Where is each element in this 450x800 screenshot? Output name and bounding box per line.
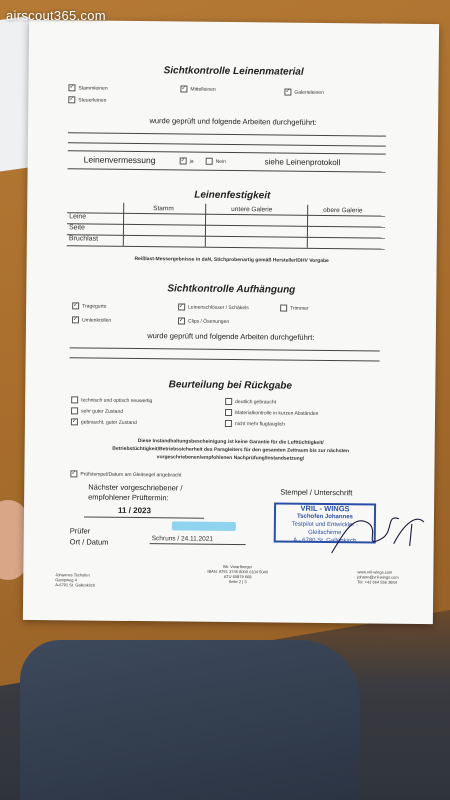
checkbox-nein[interactable]: Nein [206, 158, 226, 165]
checkbox-mark: ✓ [69, 84, 75, 91]
checkbox-tragegurte[interactable]: ✓ Tragegurte [73, 302, 107, 310]
checkbox-mark: ✓ [181, 85, 187, 92]
checkbox-mark: ✓ [71, 418, 78, 425]
checkbox-mark: ✓ [71, 470, 77, 477]
siehe-leinenprotokoll: siehe Leinenprotokoll [264, 157, 341, 168]
col-stamm: Stamm [153, 205, 174, 213]
checkbox-mark: ✓ [178, 317, 185, 324]
footer-left: Johannes Tschofen Gampweg 4 A-6791 St. Gallenkirch [55, 572, 96, 588]
company-stamp: VRIL - WINGS Tschofen Johannes Testpilot und Entwickler · Gleitschirme A - 6780 St. Gallenkirch [274, 502, 376, 543]
section-title-leinenfestigkeit: Leinenfestigkeit [194, 189, 271, 202]
checkbox-stammleinen[interactable]: ✓ Stammleinen [69, 84, 108, 92]
redacted-name [172, 521, 236, 531]
col-untere-galerie: untere Galerie [231, 205, 273, 214]
checkbox-galerieleinen[interactable]: ✓ Galerieleinen [285, 88, 324, 96]
checkbox-mark: ✓ [69, 96, 75, 103]
disclaimer: Diese Instandhaltungsbescheinigung ist keine Garantie für die Lufttüchtigkeit/ Betriebstüchtigkeit/Betriebssicherheit des Paragleiters für den gesamten Zeitraum bis zur nächsten vorgeschriebenen/empfohlenen Nachprüfung/Instandsetzung! [112, 438, 350, 462]
signature [323, 493, 434, 564]
work-text-1: wurde geprüft und folgende Arbeiten durchgeführt: [149, 116, 317, 127]
jeans-leg [20, 640, 360, 800]
work-text-2: wurde geprüft und folgende Arbeiten durchgeführt: [147, 331, 315, 342]
checkbox-neuwertig[interactable]: technisch und optisch neuwertig [71, 396, 152, 404]
inspection-document [23, 20, 439, 624]
checkbox-trimmer[interactable]: Trimmer [280, 305, 308, 312]
checkbox-pruefstempel[interactable]: ✓ Prüfstempel/Datum am Gleitsegel angebracht [71, 470, 182, 478]
naechster-label: Nächster vorgeschriebener / [88, 482, 183, 493]
checkbox-gebraucht-guter-zustand[interactable]: ✓ gebraucht, guter Zustand [71, 418, 137, 426]
checkbox-leinenschloesser[interactable]: ✓ Leinenschlösser / Schäkels [179, 303, 249, 311]
section-title-leinenmaterial: Sichtkontrolle Leinenmaterial [163, 65, 304, 78]
checkbox-sehr-guter-zustand[interactable]: sehr guter Zustand [71, 407, 123, 415]
row-seite: Seite [68, 224, 85, 232]
checkbox-umlenkrollen[interactable]: ✓ Umlenkrollen [72, 316, 112, 324]
row-leine: Leine [69, 213, 87, 221]
checkbox-ja[interactable]: ✓ ja [180, 157, 194, 165]
row-bruchlast: Bruchlast [68, 235, 99, 243]
checkbox-nicht-flugtauglich[interactable]: nicht mehr flugtauglich [225, 420, 285, 428]
empfohlener-label: empfohlener Prüftermin: [88, 492, 169, 503]
reisslast-note: Reißlast-Messergebnisse in daN, Stichprobenartig gemäß Hersteller/DHV Vorgabe [134, 255, 329, 265]
checkbox-mark: ✓ [179, 303, 185, 310]
naechster-termin: 11 / 2023 [117, 505, 151, 516]
stempel-label: Stempel / Unterschrift [280, 487, 353, 498]
checkbox-materialkontrolle[interactable]: Materialkontrolle in kurzen Abständen [225, 409, 318, 417]
section-title-beurteilung: Beurteilung bei Rückgabe [168, 379, 293, 392]
checkbox-mittelleinen[interactable]: ✓ Mittelleinen [181, 85, 216, 93]
footer-middle: Bk: Vorarlberger IBAN: AT61 3745 8000 0104 5040 ATU 60879 668 Seite 2 | 3 [207, 563, 269, 585]
checkbox-deutlich-gebraucht[interactable]: deutlich gebraucht [225, 398, 276, 406]
ort-datum-value: Schruns / 24.11.2021 [151, 535, 214, 543]
checkbox-mark: ✓ [72, 316, 79, 323]
col-obere-galerie: obere Galerie [323, 206, 363, 215]
checkbox-mark: ✓ [180, 157, 186, 164]
checkbox-steuerleinen[interactable]: ✓ Steuerleinen [69, 96, 107, 104]
checkbox-mark: ✓ [285, 88, 291, 95]
footer-right: www.vril-wings.com johann@vril-wings.com Tel: +43 664 556 3844 [357, 569, 399, 585]
section-title-aufhaengung: Sichtkontrolle Aufhängung [167, 283, 296, 296]
leinenvermessung-label: Leinenvermessung [83, 154, 156, 166]
ort-datum-label: Ort / Datum [69, 537, 109, 547]
checkbox-mark: ✓ [73, 302, 79, 309]
watermark: airscout365.com [6, 8, 106, 23]
pruefer-label: Prüfer [69, 526, 91, 536]
checkbox-clips[interactable]: ✓ Clips / Ösenungen [178, 317, 230, 325]
